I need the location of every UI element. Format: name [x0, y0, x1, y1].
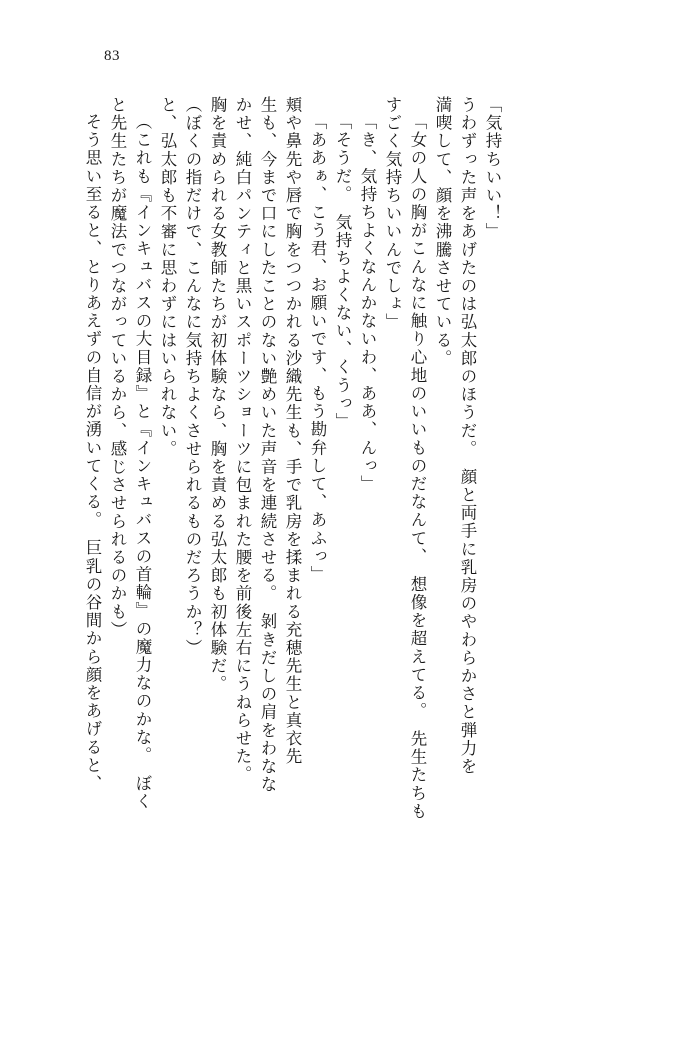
text-column: かせ、純白パンティと黒いスポーツショーツに包まれた腰を前後左右にうねらせた。 — [233, 96, 252, 784]
page-number: 83 — [104, 48, 120, 64]
text-column: と、弘太郎も不審に思わずにはいられない。 — [158, 96, 177, 458]
text-column: 「そうだ。 気持ちよくない、くうっ」 — [333, 113, 352, 431]
text-column: （ぼくの指だけで、こんなに気持ちよくさせられるものだろうか？） — [183, 96, 202, 658]
text-column: 胸を責められる女教師たちが初体験なら、胸を責める弘太郎も初体験だ。 — [208, 96, 227, 694]
text-column: と先生たちが魔法でつながっているから、感じさせられるのかも） — [108, 96, 127, 639]
text-column: 「女の人の胸がこんなに触り心地のいいものだなんて、 想像を超えてる。 先生たちも — [408, 113, 427, 821]
text-column: 頬や鼻先や唇で胸をつつかれる沙織先生も、手で乳房を揉まれる充穂先生と真衣先 — [283, 96, 302, 766]
text-column: そう思い至ると、とりあえずの自信が湧いてくる。 巨乳の谷間から顔をあげると、 — [83, 113, 102, 793]
text-column: 生も、今まで口にしたことのない艶めいた声音を連続させる。 剝きだしの肩をわなな — [258, 96, 277, 794]
text-column: うわずった声をあげたのは弘太郎のほうだ。 顔と両手に乳房のやわらかさと弾力を — [458, 96, 477, 776]
text-column: 満喫して、顔を沸騰させている。 — [433, 96, 452, 368]
text-column: 「ああぁ、こう君、お願いです、もう勘弁して、あふっ」 — [308, 113, 327, 584]
text-column: すごく気持ちいいんでしょ」 — [383, 96, 402, 332]
vertical-text-body — [75, 96, 635, 996]
text-column: 「き、気持ちよくなんかないわ、ああ、んっ」 — [358, 113, 377, 494]
text-column: （これも『インキュバスの大目録』と『インキュバスの首輪』の魔力なのかな。 ぼく — [133, 113, 152, 811]
text-column: 「気持ちいい！」 — [483, 96, 502, 241]
